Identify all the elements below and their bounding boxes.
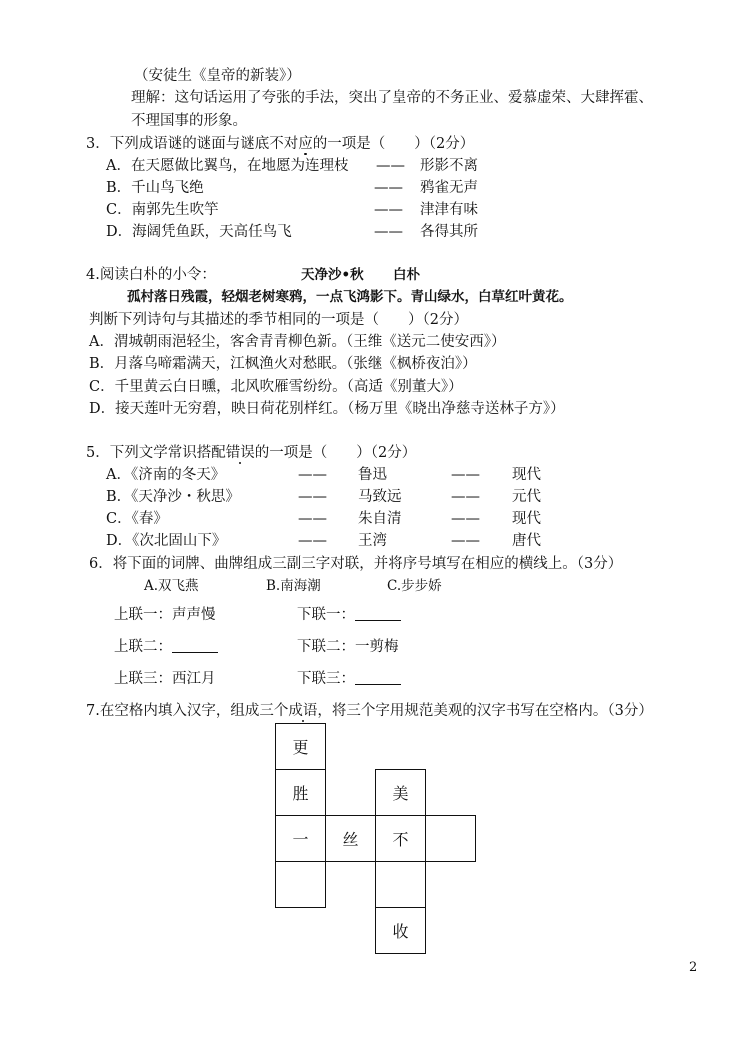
grid-cell-blank-left[interactable] [275,861,326,908]
q6-lower-1: 下联一： [297,605,401,625]
q3-option-b-answer: 鸦雀无声 [420,180,478,196]
q4-question: 判断下列诗句与其描述的季节相同的一项是（ ）（2分） [89,312,468,328]
q5-row-d-era: 唐代 [512,533,541,549]
grid-cell-blank-right[interactable] [425,815,476,862]
q2-analysis-line1: 理解：这句话运用了夸张的手法，突出了皇帝的不务正业、爱慕虚荣、大肆挥霍、 [131,90,653,106]
q3-option-a-answer: 形影不离 [420,158,478,174]
q4-option-b: B．月落乌啼霜满天，江枫渔火对愁眠。（张继《枫桥夜泊》） [89,356,477,372]
q3-stem: 3．下列成语谜的谜面与谜底不对应的一项是（ ）（2分） [86,136,475,152]
q5-row-c-dash1: —— [298,511,327,527]
grid-cell-bu: 不 [375,815,426,862]
q5-row-d-work: D．《次北固山下》 [106,533,227,549]
q7-emphasis: 成语 [288,703,318,719]
q5-row-d-dash1: —— [298,533,327,549]
q3-option-a: A．在天愿做比翼鸟，在地愿为连理枝 [106,158,349,174]
grid-cell-shou: 收 [375,907,426,954]
q5-row-c-work: C．《春》 [106,511,168,527]
q5-row-d-author: 王湾 [358,533,387,549]
q3-option-b: B．千山鸟飞绝 [106,180,204,196]
q4-poem-text: 孤村落日残霞，轻烟老树寒鸦，一点飞鸿影下。青山绿水，白草红叶黄花。 [127,289,573,305]
q5-row-a-era: 现代 [512,467,541,483]
q6-upper-1: 上联一：声声慢 [114,607,216,623]
q7-stem: 7.在空格内填入汉字，组成三个成语，将三个字用规范美观的汉字书写在空格内。（3分） [86,703,653,719]
q6-choice-b: B.南海潮 [266,578,321,594]
q5-row-b-dash2: —— [451,489,480,505]
q5-row-c-era: 现代 [512,511,541,527]
q3-option-d-dash: —— [374,224,403,240]
q6-lower-3-blank[interactable] [355,670,401,685]
q6-upper-2-blank[interactable] [172,638,218,653]
q5-row-c-dash2: —— [451,511,480,527]
q6-lower-3: 下联三： [297,669,401,689]
grid-cell-sheng: 胜 [275,769,326,816]
grid-cell-blank-middle[interactable] [375,861,426,908]
q3-option-c: C．南郭先生吹竽 [106,202,219,218]
q5-row-b-era: 元代 [512,489,541,505]
q5-row-d-dash2: —— [451,533,480,549]
q2-analysis-line2: 不理国事的形象。 [131,113,247,129]
q6-upper-3: 上联三：西江月 [114,671,216,687]
q3-option-c-dash: —— [374,202,403,218]
q4-option-d: D．接天莲叶无穷碧，映日荷花别样红。（杨万里《晓出净慈寺送林子方》） [89,401,565,417]
q5-row-a-dash1: —— [298,467,327,483]
q6-upper-2: 上联二： [114,637,218,657]
q3-option-d: D．海阔凭鱼跃，天高任鸟飞 [106,224,292,240]
q4-poem-author: 白朴 [393,267,420,283]
q5-row-c-author: 朱自清 [358,511,402,527]
q3-option-c-answer: 津津有味 [420,202,478,218]
grid-cell-yi: 一 [275,815,326,862]
grid-cell-mei: 美 [375,769,426,816]
q3-option-b-dash: —— [374,180,403,196]
q4-stem: 4.阅读白朴的小令： [86,267,216,283]
page-number: 2 [689,960,698,975]
q5-row-b-author: 马致远 [358,489,402,505]
q4-option-c: C．千里黄云白日曛，北风吹雁雪纷纷。（高适《别董大》） [89,379,463,395]
grid-cell-geng: 更 [275,723,326,770]
q6-lower-1-blank[interactable] [355,606,401,621]
q6-choice-a: A.双飞燕 [144,578,199,594]
q5-row-a-author: 鲁迅 [358,467,387,483]
q3-option-a-dash: —— [376,158,405,174]
q6-stem: 6．将下面的词牌、曲牌组成三副三字对联，并将序号填写在相应的横线上。（3分） [89,556,623,572]
q5-emphasis: 错误 [225,445,255,461]
q5-row-a-dash2: —— [451,467,480,483]
q6-choice-c: C.步步娇 [387,578,442,594]
q3-option-d-answer: 各得其所 [420,224,478,240]
q2-source: （安徒生《皇帝的新装》） [134,68,301,84]
q6-lower-2: 下联二：一剪梅 [297,639,399,655]
q5-row-a-work: A．《济南的冬天》 [106,467,226,483]
q5-row-b-dash1: —— [298,489,327,505]
q3-emphasis: 应 [298,136,313,152]
q5-row-b-work: B．《天净沙・秋思》 [106,489,240,505]
q4-option-a: A．渭城朝雨浥轻尘，客舍青青柳色新。（王维《送元二使安西》） [89,334,506,350]
grid-cell-si: 丝 [325,815,376,862]
q4-poem-title: 天净沙•秋 [301,267,364,283]
q5-stem: 5．下列文学常识搭配错误的一项是（ ）（2分） [86,445,417,461]
